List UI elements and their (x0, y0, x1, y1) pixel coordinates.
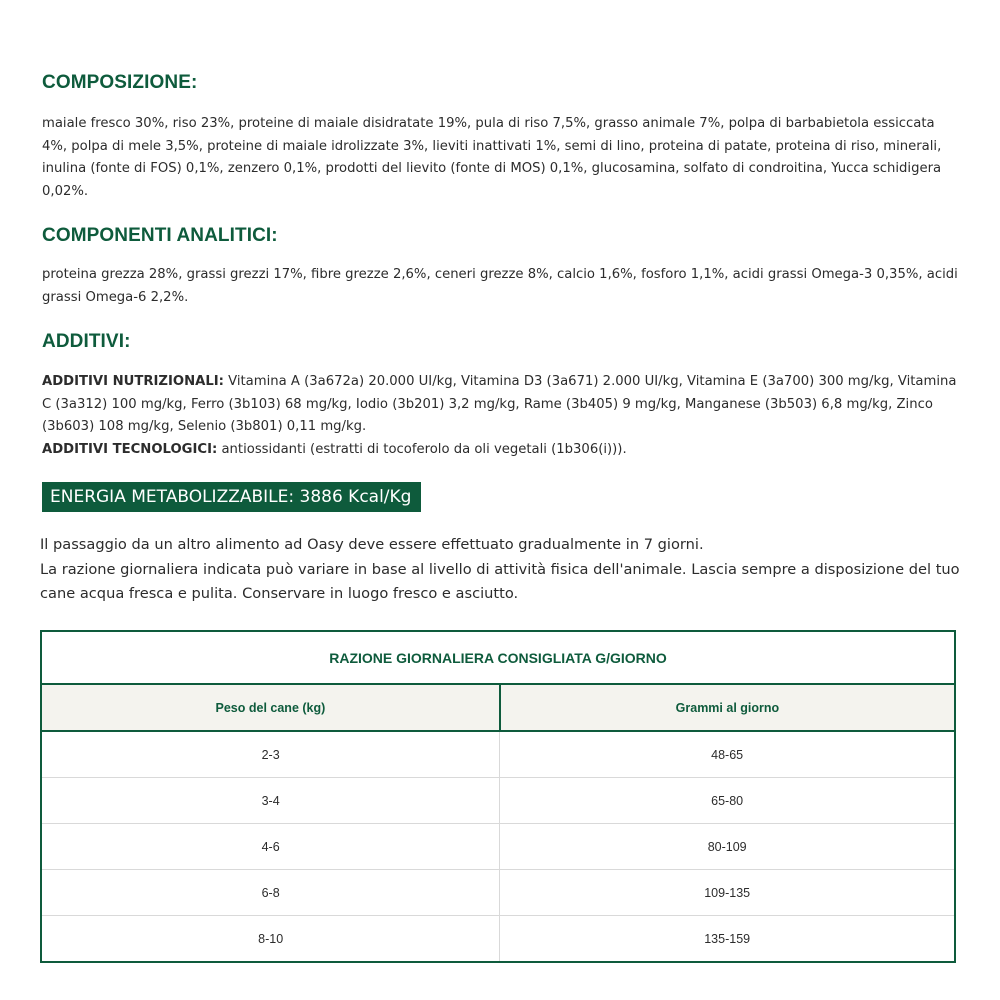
table-title: RAZIONE GIORNALIERA CONSIGLIATA G/GIORNO (41, 631, 955, 684)
grams-cell: 65-80 (500, 778, 955, 824)
additivi-nutrizionali-label: ADDITIVI NUTRIZIONALI: (42, 374, 224, 389)
additivi-heading: ADDITIVI: (42, 331, 131, 352)
weight-cell: 2-3 (41, 731, 500, 778)
componenti-heading: COMPONENTI ANALITICI: (42, 225, 278, 246)
grams-cell: 80-109 (500, 824, 955, 870)
feeding-instructions (40, 533, 970, 607)
table-row (41, 731, 955, 778)
componenti-text: proteina grezza 28%, grassi grezzi 17%, fibre grezze 2,6%, ceneri grezze 8%, calcio 1,6%, fosforo 1,1%, acidi grassi Omega-3 0,35%, acidi grassi Omega-6 2,2%. (42, 267, 958, 305)
column-header-grams: Grammi al giorno (500, 684, 955, 731)
column-header-weight: Peso del cane (kg) (41, 684, 500, 731)
grams-cell: 48-65 (500, 731, 955, 778)
table-row (41, 778, 955, 824)
table-row (41, 824, 955, 870)
grams-cell: 135-159 (704, 931, 751, 946)
additivi-nutrizionali-text: Vitamina A (3a672a) 20.000 UI/kg, Vitamina D3 (3a671) 2.000 UI/kg, Vitamina E (3a700) 300 mg/kg, Vitamina C (3a312) 100 mg/kg, Ferro (3b103) 68 mg/kg, Iodio (3b201) 3,2 mg/kg, Rame (3b405) 9 mg/kg, Manganese (3b503) 6,8 mg/kg, Zinco (3b603) 108 mg/kg, Selenio (3b801) 0,11 mg/kg. (42, 374, 957, 434)
weight-cell: 3-4 (41, 778, 500, 824)
additivi-text (42, 371, 962, 461)
composizione-heading: COMPOSIZIONE: (42, 72, 198, 93)
grams-cell: 109-135 (500, 870, 955, 916)
feeding-instructions-line-1: Il passaggio da un altro alimento ad Oasy deve essere effettuato gradualmente in 7 giorni. (40, 536, 704, 553)
additivi-tecnologici-label: ADDITIVI TECNOLOGICI: (42, 441, 218, 457)
energy-banner: ENERGIA METABOLIZZABILE: 3886 Kcal/Kg (42, 482, 421, 512)
feeding-instructions-line-2: La razione giornaliera indicata può variare in base al livello di attività fisica dell'animale. Lascia sempre a disposizione del tuo cane acqua fresca e pulita. Conservare in luogo fresco e asciutto. (40, 560, 960, 602)
daily-ration-table (40, 630, 956, 963)
weight-cell: 6-8 (41, 870, 500, 916)
weight-cell: 4-6 (41, 824, 500, 870)
weight-cell: 8-10 (41, 916, 500, 963)
composizione-text: maiale fresco 30%, riso 23%, proteine di maiale disidratate 19%, pula di riso 7,5%, grasso animale 7%, polpa di barbabietola essiccata 4%, polpa di mele 3,5%, proteine di maiale idrolizzate 3%, lieviti inattivati 1%, semi di lino, proteina di patate, proteina di riso, minerali, inulina (fonte di FOS) 0,1%, zenzero 0,1%, prodotti del lievito (fonte di MOS) 0,1%, glucosamina, solfato di condroitina, Yucca schidigera 0,02%. (42, 116, 942, 199)
table-row (41, 916, 955, 963)
additivi-tecnologici-text: antiossidanti (estratti di tocoferolo da oli vegetali (1b306(i))). (217, 441, 627, 457)
table-row (41, 870, 955, 916)
